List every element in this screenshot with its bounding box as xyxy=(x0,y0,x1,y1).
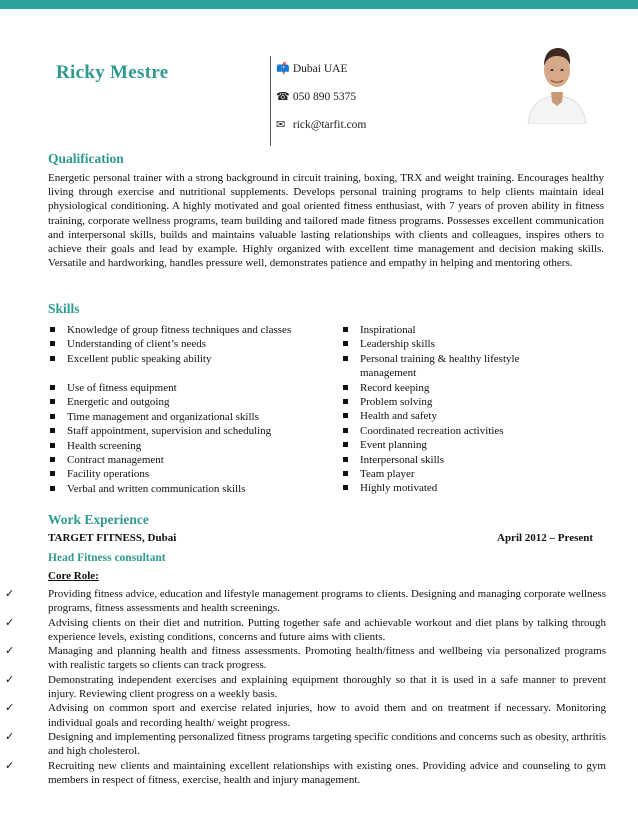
skill-item: Energetic and outgoing xyxy=(48,395,338,409)
contact-email xyxy=(276,118,366,131)
skill-item: Time management and organizational skills xyxy=(48,410,338,424)
job-title: Head Fitness consultant xyxy=(48,552,166,564)
duty-text: Demonstrating independent exercises and explaining equipment thoroughly so that it is used in a safe manner to prevent injury. Reviewing client progress on a weekly basis. xyxy=(48,673,606,701)
mailbox-icon: 📫 xyxy=(276,63,290,75)
work-experience-heading: Work Experience xyxy=(48,512,149,527)
skill-item: Use of fitness equipment xyxy=(48,381,338,395)
checkmark-icon: ✓ xyxy=(5,644,15,658)
checkmark-icon: ✓ xyxy=(5,587,15,600)
duty-item xyxy=(0,587,606,616)
header-accent-bar xyxy=(0,0,638,9)
skill-item: Verbal and written communication skills xyxy=(48,482,338,496)
skill-item: Highly motivated xyxy=(341,481,571,495)
phone-icon: ☎ xyxy=(276,91,290,103)
core-role-label: Core Role: xyxy=(48,570,99,582)
skill-item: Health and safety xyxy=(341,409,571,423)
duty-item xyxy=(0,730,606,759)
company-name: TARGET FITNESS, Dubai xyxy=(48,532,177,544)
duty-text: Managing and planning health and fitness assessments. Promoting health/fitness and wellbeing via personalized programs with realistic targets so clients can track progress. xyxy=(48,645,606,672)
skill-item: Record keeping xyxy=(341,381,571,395)
checkmark-icon: ✓ xyxy=(5,758,15,772)
skill-item: Interpersonal skills xyxy=(341,453,571,467)
employment-dates: April 2012 – Present xyxy=(497,532,594,544)
duties-list xyxy=(0,587,606,787)
duty-text: Advising on common sport and exercise related injuries, how to avoid them and on treatment if necessary. Monitoring individual goals and recording health/ weight progress. xyxy=(48,702,606,729)
checkmark-icon: ✓ xyxy=(5,701,15,715)
checkmark-icon: ✓ xyxy=(5,672,15,686)
contact-location xyxy=(276,62,348,75)
envelope-icon: ✉ xyxy=(276,119,286,131)
skill-item: Excellent public speaking ability xyxy=(48,352,338,366)
skill-item: Staff appointment, supervision and scheduling xyxy=(48,424,338,438)
skill-item: Knowledge of group fitness techniques and classes xyxy=(48,323,338,337)
duty-text: Designing and implementing personalized fitness programs targeting specific conditions and concerns such as obesity, arthritis and high cholesterol. xyxy=(48,730,606,758)
duty-text: Advising clients on their diet and nutrition. Putting together safe and achievable workout and diet plans by talking through experience levels, existing conditions, concerns and future aims with clients. xyxy=(48,616,606,643)
skill-item: Understanding of client’s needs xyxy=(48,337,338,351)
duty-item xyxy=(0,673,606,702)
skill-item: Health screening xyxy=(48,439,338,453)
candidate-name: Ricky Mestre xyxy=(56,62,169,83)
duty-item xyxy=(0,616,606,645)
checkmark-icon: ✓ xyxy=(5,729,15,743)
skills-left-group-2 xyxy=(48,381,338,496)
skill-item: Inspirational xyxy=(341,323,571,337)
qualification-heading: Qualification xyxy=(48,151,124,166)
contact-phone xyxy=(276,90,356,103)
skills-heading: Skills xyxy=(48,301,80,316)
skill-item: Coordinated recreation activities xyxy=(341,424,571,438)
profile-photo xyxy=(524,34,590,124)
header-divider xyxy=(270,56,271,146)
phone-text: 050 890 5375 xyxy=(292,91,357,103)
duty-item xyxy=(0,644,606,673)
qualification-text: Energetic personal trainer with a strong background in circuit training, boxing, TRX and weight training. Encourages healthy living through exercise and nutritional supplements. Develops personal training programs to help clients maintain ideal physiological conditioning. A highly motivated and goal oriented fitness enthusiast, with 7 years of proven ability in fitness training, corporate wellness programs, team building and tailored made fitness programs. Possesses excellent communication and interpersonal skills, builds and maintains valuable lasting relationships with clients and colleagues, inspires others to achieve their goals and lead by example. Highly organized with excellent time management and decision making skills. Versatile and hardworking, handles pressure well, demonstrates patience and empathy in helping and mentoring others. xyxy=(48,172,604,270)
skill-item: Event planning xyxy=(341,438,571,452)
skill-item: Personal training & healthy lifestyle management xyxy=(341,352,571,381)
skill-item: Problem solving xyxy=(341,395,571,409)
duty-item xyxy=(0,759,606,788)
skill-item: Facility operations xyxy=(48,467,338,481)
duty-text: Recruiting new clients and maintaining excellent relationships with existing ones. Providing advice and counseling to gym members in respect of fitness, exercise, health and injury management. xyxy=(48,759,606,786)
skills-right-column xyxy=(341,323,571,496)
checkmark-icon: ✓ xyxy=(5,615,15,629)
skill-item: Team player xyxy=(341,467,571,481)
skill-item: Leadership skills xyxy=(341,337,571,351)
duty-item xyxy=(0,701,606,730)
email-text: rick@tarfit.com xyxy=(292,119,367,131)
duty-text: Providing fitness advice, education and lifestyle management programs to clients. Designing and managing corporate wellness programs, fitness assessments and health screenings. xyxy=(48,588,606,615)
location-text: Dubai UAE xyxy=(292,63,348,75)
skill-item: Contract management xyxy=(48,453,338,467)
skills-left-group-1 xyxy=(48,323,338,366)
